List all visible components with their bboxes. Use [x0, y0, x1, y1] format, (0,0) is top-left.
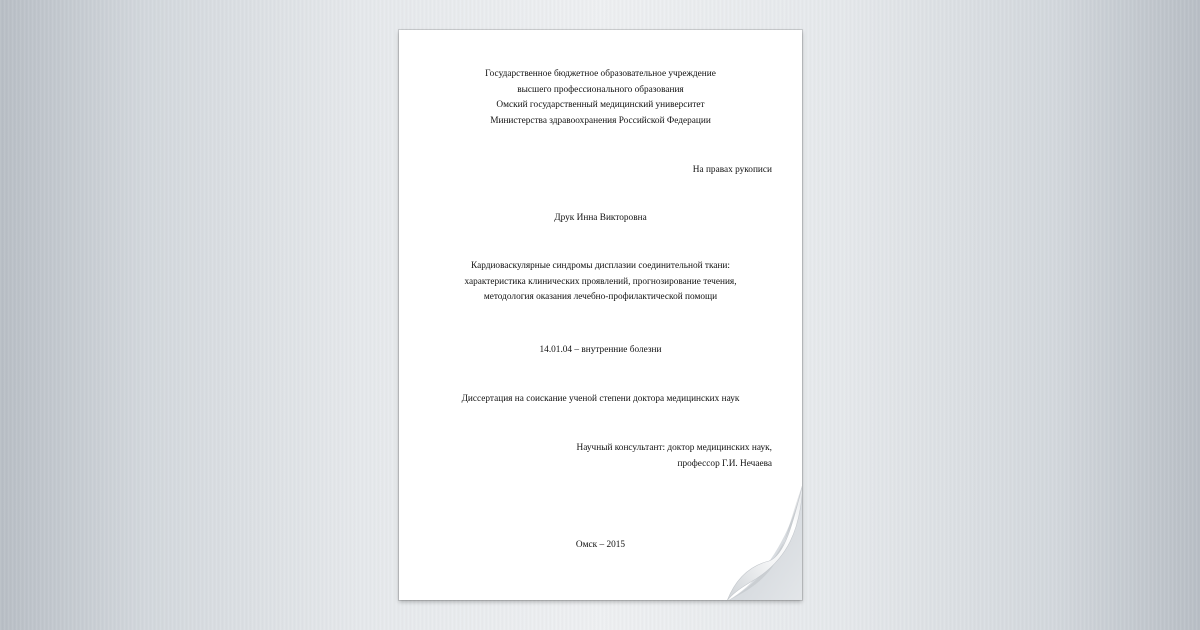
- consultant-line: Научный консультант: доктор медицинских наук,: [576, 443, 772, 453]
- degree: Диссертация на соискание ученой степени доктора медицинских наук: [461, 394, 740, 404]
- institution-header: [399, 67, 802, 129]
- city-year: Омск – 2015: [575, 540, 626, 550]
- title-line: характеристика клинических проявлений, прогнозирование течения,: [464, 276, 737, 287]
- institution-line: Государственное бюджетное образовательное учреждение: [485, 69, 716, 79]
- dissertation-title: [399, 259, 802, 306]
- specialty: 14.01.04 – внутренние болезни: [539, 345, 662, 355]
- institution-line: высшего профессионального образования: [517, 84, 684, 95]
- consultant-line: профессор Г.И. Нечаева: [677, 458, 772, 469]
- institution-line: Министерства здравоохранения Российской Федерации: [490, 115, 711, 126]
- title-line: методология оказания лечебно-профилактической помощи: [483, 292, 718, 303]
- scientific-consultant: [577, 441, 772, 472]
- manuscript-note: На правах рукописи: [692, 165, 772, 175]
- title-line: Кардиоваскулярные синдромы дисплазии соединительной ткани:: [470, 261, 730, 271]
- document-page: [399, 30, 802, 600]
- institution-line: Омский государственный медицинский университет: [496, 100, 705, 111]
- author-name: Друк Инна Викторовна: [554, 213, 647, 223]
